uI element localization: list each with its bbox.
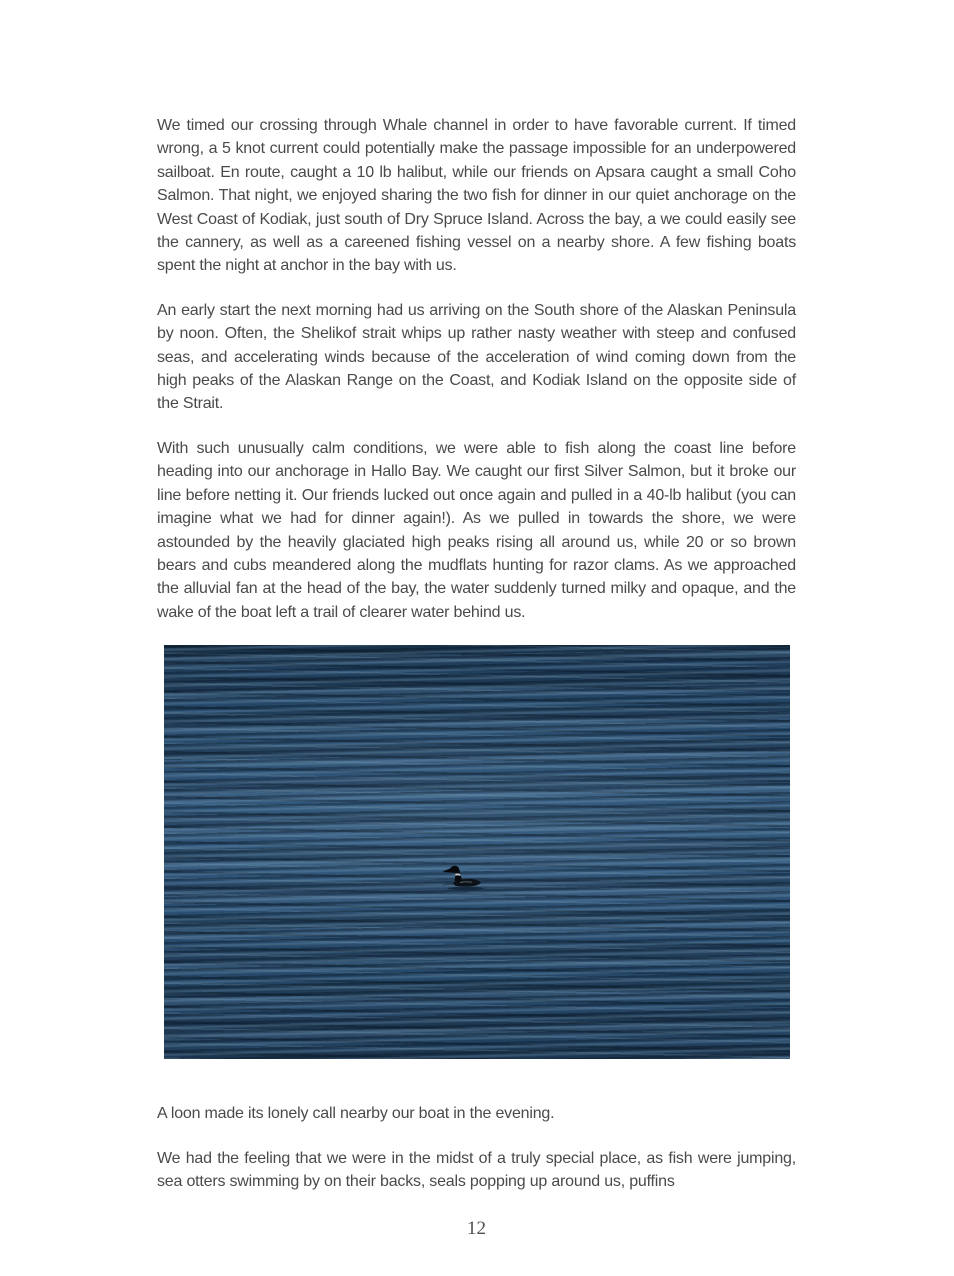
body-paragraph-1: We timed our crossing through Whale channel in order to have favorable current. If timed wrong, a 5 knot current could potentially make the passage impossible for an underpowered sailboat. En route, caught a 10 lb halibut, while our friends on Apsara caught a small Coho Salmon. That night, we enjoyed sharing the two fish for dinner in our quiet anchorage on the West Coast of Kodiak, just south of Dry Spruce Island. Across the bay, a we could easily see the cannery, as well as a careened fishing vessel on a nearby shore. A few fishing boats spent the night at anchor in the bay with us. (157, 117, 796, 275)
page-number: 12 (467, 1218, 486, 1239)
body-paragraph-2: An early start the next morning had us arriving on the South shore of the Alaskan Peninsula by noon. Often, the Shelikof strait whips up rather nasty weather with steep and confused seas, and accelerating winds because of the acceleration of wind coming down from the high peaks of the Alaskan Range on the Coast, and Kodiak Island on the opposite side of the Strait. (157, 301, 796, 413)
page-footer (157, 1219, 796, 1239)
loon-bird-icon (441, 861, 491, 893)
loon-photo (164, 645, 790, 1059)
page-content (157, 114, 796, 1214)
body-paragraph-5: We had the feeling that we were in the midst of a truly special place, as fish were jumping, sea otters swimming by on their backs, seals popping up around us, puffins (157, 1149, 796, 1190)
body-paragraph-4: A loon made its lonely call nearby our boat in the evening. (157, 1105, 555, 1123)
water-texture (164, 645, 790, 1059)
body-paragraph-3: With such unusually calm conditions, we were able to fish along the coast line before heading into our anchorage in Hallo Bay. We caught our first Silver Salmon, but it broke our line before netting it. Our friends lucked out once again and pulled in a 40-lb halibut (you can imagine what we had for dinner again!). As we pulled in towards the shore, we were astounded by the heavily glaciated high peaks rising all around us, while 20 or so brown bears and cubs meandered along the mudflats hunting for razor clams. As we approached the alluvial fan at the head of the bay, the water suddenly turned milky and opaque, and the wake of the boat left a trail of clearer water behind us. (157, 439, 796, 621)
